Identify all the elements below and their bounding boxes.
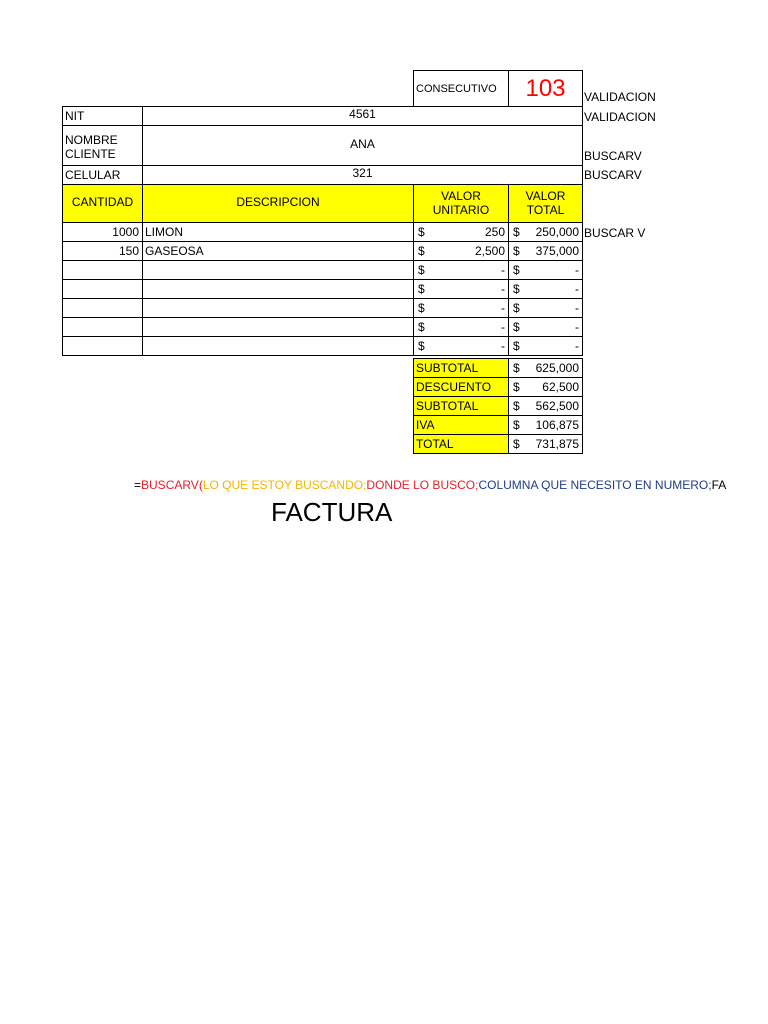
item-unitario-value: - [501, 282, 505, 296]
item-descripcion[interactable] [142, 298, 414, 318]
item-valor-unitario [413, 317, 509, 337]
nombre-label-line2: CLIENTE [65, 147, 116, 161]
item-unitario-value: - [501, 339, 505, 353]
totals-label: DESCUENTO [413, 377, 509, 397]
item-valor-total [508, 279, 583, 299]
formula-hint [134, 478, 726, 492]
totals-label: SUBTOTAL [413, 358, 509, 378]
currency-symbol: $ [418, 282, 425, 296]
col-header-cantidad: CANTIDAD [62, 184, 143, 223]
totals-value: 562,500 [535, 399, 579, 413]
item-valor-unitario [413, 279, 509, 299]
item-total-value: - [575, 282, 579, 296]
item-total-value: - [575, 263, 579, 277]
item-descripcion[interactable] [142, 336, 414, 356]
valor-total-line2: TOTAL [526, 203, 565, 217]
totals-value: 731,875 [535, 437, 579, 451]
side-note-buscar-v: BUSCAR V [584, 226, 646, 240]
currency-symbol: $ [513, 399, 520, 413]
nombre-label-line1: NOMBRE [65, 133, 118, 147]
item-valor-total [508, 241, 583, 261]
consecutivo-value[interactable]: 103 [508, 70, 583, 107]
currency-symbol: $ [418, 244, 425, 258]
currency-symbol: $ [418, 320, 425, 334]
item-total-value: 375,000 [535, 244, 579, 258]
side-note-validacion-1: VALIDACION [584, 90, 656, 104]
formula-arg-column: COLUMNA QUE NECESITO EN NUMERO; [478, 478, 712, 492]
side-note-validacion-2: VALIDACION [584, 110, 656, 124]
item-descripcion[interactable]: GASEOSA [142, 241, 414, 261]
item-cantidad[interactable]: 1000 [62, 222, 143, 242]
formula-arg-lookup: LO QUE ESTOY BUSCANDO; [202, 478, 367, 492]
formula-equals: = [134, 478, 142, 492]
item-cantidad[interactable] [62, 298, 143, 318]
currency-symbol: $ [513, 339, 520, 353]
currency-symbol: $ [513, 244, 520, 258]
item-cantidad[interactable] [62, 260, 143, 280]
currency-symbol: $ [418, 301, 425, 315]
side-note-buscarv-1: BUSCARV [584, 149, 642, 163]
item-total-value: - [575, 320, 579, 334]
nombre-cliente-label [62, 125, 143, 166]
celular-label: CELULAR [62, 165, 143, 185]
totals-value: 106,875 [535, 418, 579, 432]
totals-amount [508, 415, 583, 435]
currency-symbol: $ [418, 263, 425, 277]
totals-label: SUBTOTAL [413, 396, 509, 416]
item-unitario-value: - [501, 301, 505, 315]
currency-symbol: $ [513, 418, 520, 432]
item-total-value: - [575, 301, 579, 315]
item-unitario-value: - [501, 320, 505, 334]
page-title: FACTURA [271, 497, 393, 527]
totals-label: IVA [413, 415, 509, 435]
formula-arg-range: DONDE LO BUSCO; [366, 478, 479, 492]
totals-amount [508, 377, 583, 397]
item-unitario-value: 250 [484, 225, 505, 239]
consecutivo-label: CONSECUTIVO [413, 70, 509, 107]
item-valor-unitario [413, 298, 509, 318]
col-header-valor-unitario [413, 184, 509, 223]
currency-symbol: $ [513, 225, 520, 239]
item-valor-unitario [413, 336, 509, 356]
currency-symbol: $ [513, 263, 520, 277]
nit-value[interactable]: 4561 [142, 106, 583, 126]
nit-label: NIT [62, 106, 143, 126]
totals-amount [508, 434, 583, 454]
item-valor-total [508, 222, 583, 242]
col-header-valor-total [508, 184, 583, 223]
currency-symbol: $ [513, 437, 520, 451]
item-total-value: - [575, 339, 579, 353]
nombre-cliente-value[interactable]: ANA [142, 125, 583, 166]
currency-symbol: $ [418, 339, 425, 353]
valor-total-line1: VALOR [525, 189, 566, 203]
item-total-value: 250,000 [535, 225, 579, 239]
valor-unitario-line1: VALOR [441, 189, 481, 203]
formula-function: BUSCARV( [141, 478, 203, 492]
item-descripcion[interactable] [142, 279, 414, 299]
currency-symbol: $ [418, 225, 425, 239]
item-valor-total [508, 317, 583, 337]
currency-symbol: $ [513, 361, 520, 375]
col-header-descripcion: DESCRIPCION [142, 184, 414, 223]
totals-amount [508, 358, 583, 378]
item-valor-total [508, 336, 583, 356]
item-valor-unitario [413, 241, 509, 261]
totals-value: 62,500 [542, 380, 579, 394]
celular-value[interactable]: 321 [142, 165, 583, 185]
item-valor-total [508, 298, 583, 318]
totals-amount [508, 396, 583, 416]
item-descripcion[interactable] [142, 317, 414, 337]
item-descripcion[interactable] [142, 260, 414, 280]
currency-symbol: $ [513, 301, 520, 315]
item-valor-unitario [413, 222, 509, 242]
item-unitario-value: - [501, 263, 505, 277]
item-cantidad[interactable]: 150 [62, 241, 143, 261]
item-cantidad[interactable] [62, 336, 143, 356]
item-descripcion[interactable]: LIMON [142, 222, 414, 242]
totals-label: TOTAL [413, 434, 509, 454]
item-valor-unitario [413, 260, 509, 280]
currency-symbol: $ [513, 282, 520, 296]
currency-symbol: $ [513, 380, 520, 394]
item-unitario-value: 2,500 [474, 244, 505, 258]
side-note-buscarv-2: BUSCARV [584, 168, 642, 182]
item-cantidad[interactable] [62, 279, 143, 299]
currency-symbol: $ [513, 320, 520, 334]
totals-value: 625,000 [535, 361, 579, 375]
valor-unitario-line2: UNITARIO [432, 203, 490, 217]
item-valor-total [508, 260, 583, 280]
formula-arg-false: FA [711, 478, 727, 492]
item-cantidad[interactable] [62, 317, 143, 337]
